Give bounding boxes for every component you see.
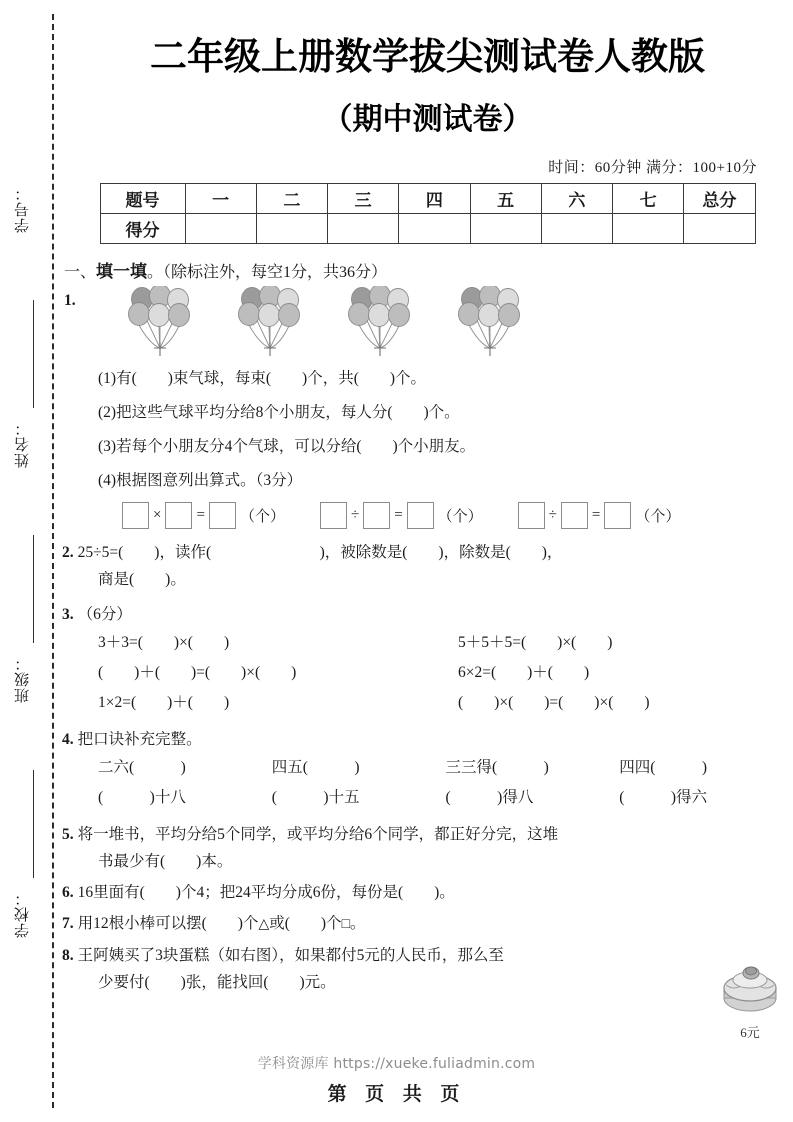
score-col-3: 三 xyxy=(328,184,399,214)
answer-box[interactable] xyxy=(320,502,347,529)
equation-1-unit: （个） xyxy=(239,509,285,525)
answer-box[interactable] xyxy=(407,502,434,529)
question-3-items xyxy=(62,628,793,718)
question-3-item-1: 3＋3=( )×( ) xyxy=(98,634,230,651)
dashed-fold-line xyxy=(52,14,54,1108)
question-1-sub-3: (3)若每个小朋友分4个气球，可以分给( )个小朋友。 xyxy=(98,438,476,455)
score-cell-2[interactable] xyxy=(256,214,327,244)
score-cell-1[interactable] xyxy=(185,214,256,244)
question-4-items-row-1 xyxy=(62,753,793,783)
equation-1-op2: = xyxy=(196,507,205,523)
question-4-item-4: 四四( ) xyxy=(619,759,708,776)
equation-2-unit: （个） xyxy=(437,509,483,525)
score-cell-3[interactable] xyxy=(328,214,399,244)
question-2 xyxy=(62,539,793,566)
score-col-2: 二 xyxy=(256,184,327,214)
square-icon: □ xyxy=(341,917,351,932)
table-row-header xyxy=(100,184,755,214)
question-3-score: （6分） xyxy=(77,606,132,623)
equation-3-unit: （个） xyxy=(635,509,681,525)
score-cell-5[interactable] xyxy=(470,214,541,244)
balloon-bunch-icon-3 xyxy=(348,286,418,363)
question-2-line-1: 25÷5=( )，读作( )，被除数是( )，除数是( )， xyxy=(77,544,563,561)
margin-label-class: 班级： xyxy=(15,655,31,703)
binding-margin-strip xyxy=(0,0,62,1122)
question-4-title xyxy=(62,726,793,753)
answer-box[interactable] xyxy=(561,502,588,529)
equation-2-op1: ÷ xyxy=(350,507,360,523)
margin-write-rule-3 xyxy=(33,770,34,878)
question-4-number: 4. xyxy=(62,731,74,748)
question-3-number: 3. xyxy=(62,606,74,623)
question-3-item-2: 5＋5＋5=( )×( ) xyxy=(458,634,613,651)
watermark-text: 学科资源库 https://xueke.fuliadmin.com xyxy=(257,1056,536,1072)
balloon-bunch-icon-2 xyxy=(238,286,308,363)
answer-box[interactable] xyxy=(165,502,192,529)
margin-write-rule-2 xyxy=(33,535,34,643)
score-col-7: 七 xyxy=(613,184,684,214)
question-4-item-7: ( )得八 xyxy=(445,789,534,806)
equation-1-op1: × xyxy=(153,507,162,523)
answer-box[interactable] xyxy=(518,502,545,529)
score-col-6: 六 xyxy=(541,184,612,214)
question-8 xyxy=(62,942,793,969)
score-cell-total[interactable] xyxy=(684,214,755,244)
question-1-number: 1. xyxy=(64,292,76,309)
answer-box[interactable] xyxy=(363,502,390,529)
question-8-line-2: 少要付( )张，能找回( )元。 xyxy=(98,974,336,991)
question-2-number: 2. xyxy=(62,544,74,561)
question-5 xyxy=(62,821,793,848)
question-4-item-6: ( )十五 xyxy=(271,789,360,806)
question-5-line-1: 将一堆书，平均分给5个同学，或平均分给6个同学，都正好分完，这堆 xyxy=(77,826,559,843)
balloon-bunch-icon-4 xyxy=(458,286,528,363)
score-table xyxy=(100,183,756,244)
equation-3 xyxy=(518,502,682,529)
score-col-total: 总分 xyxy=(684,184,755,214)
question-4-item-3: 三三得( ) xyxy=(445,759,549,776)
question-3-item-4: 6×2=( )＋( ) xyxy=(458,664,590,681)
question-8-line-1: 王阿姨买了3块蛋糕（如右图），如果都付5元的人民币，那么至 xyxy=(77,947,504,964)
triangle-icon: △ xyxy=(258,917,270,932)
question-1-sub-4: (4)根据图意列出算式。（3分） xyxy=(98,472,303,489)
question-7-text-a: 用12根小棒可以摆( )个 xyxy=(77,915,259,932)
answer-box[interactable] xyxy=(122,502,149,529)
cake-price-label: 6元 xyxy=(740,1025,760,1040)
question-1-sub-1: (1)有( )束气球，每束( )个，共( )个。 xyxy=(98,370,427,387)
question-6-number: 6. xyxy=(62,884,74,901)
table-row-score xyxy=(100,214,755,244)
cake-icon xyxy=(714,958,786,1016)
score-cell-6[interactable] xyxy=(541,214,612,244)
margin-label-school: 学校： xyxy=(15,890,31,938)
equation-2 xyxy=(320,502,484,529)
equation-2-op2: = xyxy=(394,507,403,523)
exam-meta-info: 时间：60分钟 满分：100+10分 xyxy=(548,160,757,176)
answer-box[interactable] xyxy=(209,502,236,529)
question-8-figure xyxy=(711,958,789,1041)
section-name: 填一填 xyxy=(96,262,148,281)
question-4-item-5: ( )十八 xyxy=(98,789,186,806)
question-4-item-2: 四五( ) xyxy=(271,759,360,776)
score-cell-4[interactable] xyxy=(399,214,470,244)
section-number: 一、 xyxy=(64,264,97,281)
score-cell-7[interactable] xyxy=(613,214,684,244)
score-col-5: 五 xyxy=(470,184,541,214)
question-3-item-6: ( )×( )=( )×( ) xyxy=(458,694,650,711)
exam-page xyxy=(62,0,793,1122)
page-subtitle: （期中测试卷） xyxy=(322,102,533,137)
question-7 xyxy=(62,910,793,938)
section-heading xyxy=(64,257,793,282)
question-4-item-1: 二六( ) xyxy=(98,759,186,776)
question-6 xyxy=(62,879,793,906)
score-col-1: 一 xyxy=(185,184,256,214)
question-2-line-2: 商是( )。 xyxy=(98,571,186,588)
question-4-items-row-2 xyxy=(62,783,793,813)
equation-1 xyxy=(122,502,286,529)
question-8-number: 8. xyxy=(62,947,74,964)
question-7-text-c: 。 xyxy=(350,915,366,932)
question-1-sub-2: (2)把这些气球平均分给8个小朋友，每人分( )个。 xyxy=(98,404,460,421)
margin-write-rule-1 xyxy=(33,300,34,408)
equation-3-op1: ÷ xyxy=(548,507,557,523)
question-5-number: 5. xyxy=(62,826,74,843)
margin-label-student-id: 学号： xyxy=(15,185,31,233)
question-1-figure xyxy=(62,284,793,358)
question-3-title xyxy=(62,601,793,628)
score-col-4: 四 xyxy=(399,184,470,214)
section-note: 。（除标注外，每空1分，共36分） xyxy=(147,264,388,281)
margin-label-name: 姓名： xyxy=(15,420,31,468)
question-4-item-8: ( )得六 xyxy=(619,789,708,806)
answer-box[interactable] xyxy=(604,502,631,529)
equation-3-op2: = xyxy=(591,507,601,523)
question-3-item-5: 1×2=( )＋( ) xyxy=(98,694,230,711)
question-3-item-3: ( )＋( )=( )×( ) xyxy=(98,664,297,681)
score-table-label-0: 题号 xyxy=(100,184,185,214)
balloon-bunch-icon-1 xyxy=(128,286,198,363)
page-title: 二年级上册数学拔尖测试卷人教版 xyxy=(150,35,705,78)
page-number-text: 第 页 共 页 xyxy=(327,1083,466,1105)
question-7-text-b: 或( )个 xyxy=(269,915,342,932)
question-7-number: 7. xyxy=(62,915,74,932)
page-footer xyxy=(0,1053,793,1106)
question-5-line-2: 书最少有( )本。 xyxy=(98,853,233,870)
question-6-text: 16里面有( )个4；把24平均分成6份，每份是( )。 xyxy=(77,884,455,901)
question-4-instruction: 把口诀补充完整。 xyxy=(77,731,202,748)
score-table-label-1: 得分 xyxy=(100,214,185,244)
question-1-equation-row xyxy=(62,502,793,529)
